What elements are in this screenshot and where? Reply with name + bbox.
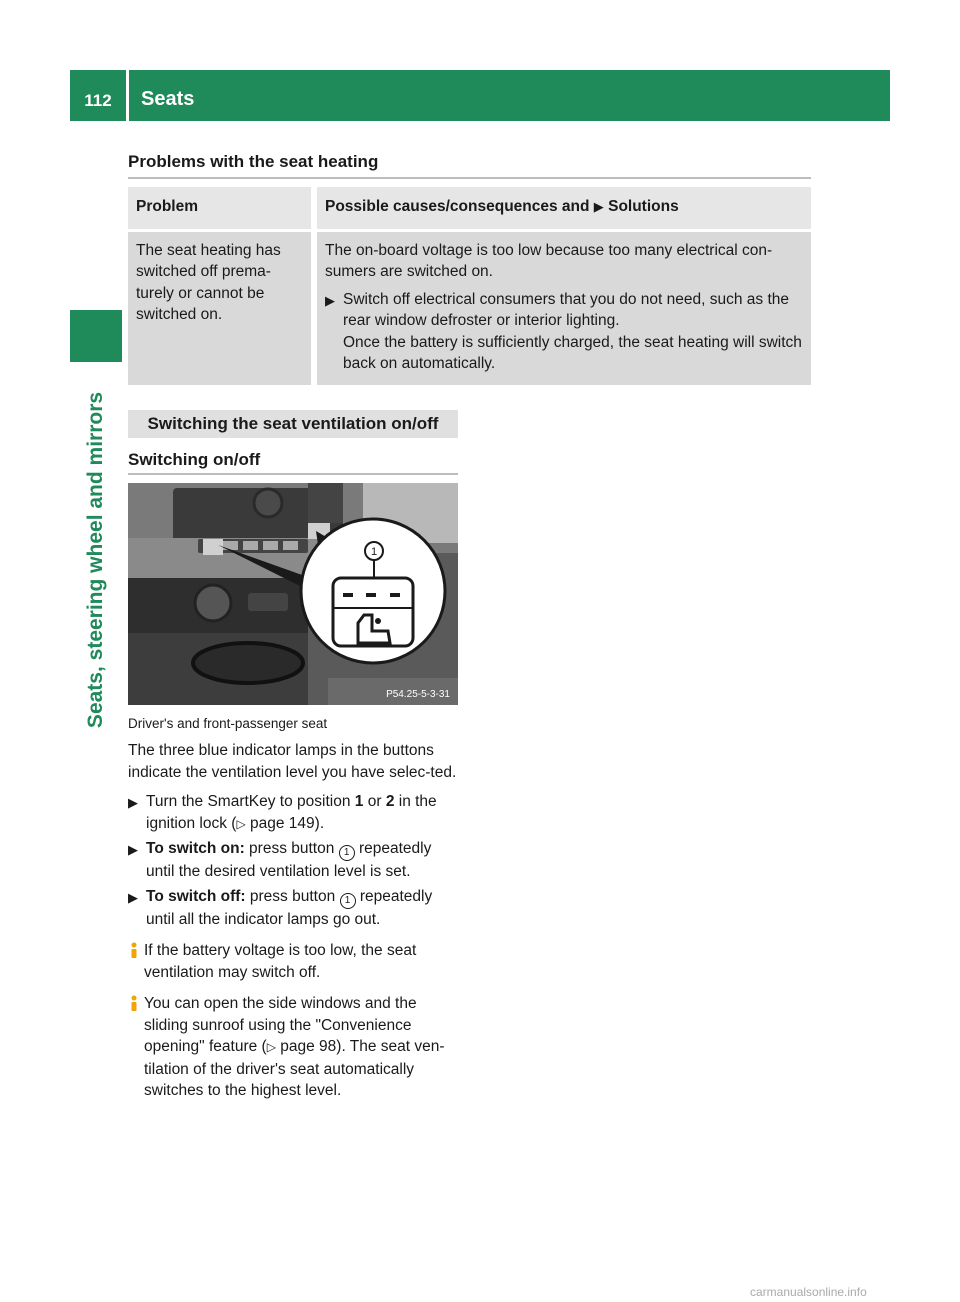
footer-url: carmanualsonline.info (750, 1285, 867, 1299)
play-arrow-icon: ▶ (128, 842, 138, 857)
info-icon (128, 942, 140, 958)
step3-text-b: repeatedly until all the indicator lamps go out. (146, 887, 433, 928)
info-note (128, 940, 463, 983)
instruction-step (128, 791, 463, 835)
problem-cell (128, 230, 314, 385)
photo-caption: Driver's and front-passenger seat (128, 716, 328, 731)
step1-page-ref[interactable]: page 149). (250, 814, 325, 832)
ventilation-heading: Switching the seat ventilation on/off (128, 410, 458, 438)
solution-step-note: Once the battery is sufficiently charged, the seat heating will switch back on automatically. (343, 333, 802, 372)
image-code: P54.25-5-3-31 (386, 689, 450, 700)
callout-1-icon: 1 (340, 893, 356, 909)
play-arrow-icon: ▶ (128, 889, 138, 905)
step2-text-b: repeatedly until the desired ventilation level is set. (146, 840, 432, 880)
solution-step (325, 289, 803, 375)
solution-cell (314, 230, 811, 385)
play-arrow-icon: ▶ (128, 795, 138, 810)
info-note (128, 993, 463, 1102)
problem-text: The seat heating has switched off prema-turely or cannot be switched on. (136, 241, 281, 323)
instruction-step (128, 886, 463, 931)
page-number: 112 (84, 90, 112, 110)
problems-table (128, 187, 811, 385)
chapter-label: Seats, steering wheel and mirrors (84, 391, 107, 729)
step3-text-a: press button (245, 887, 340, 905)
play-arrow-icon: ▶ (325, 292, 335, 308)
ventilation-body (128, 740, 463, 1102)
switching-divider (128, 473, 458, 475)
col-solutions (314, 187, 811, 230)
col-solutions-prefix: Possible causes/consequences and (325, 198, 594, 215)
col-problem: Problem (128, 187, 314, 230)
intro-text: The three blue indicator lamps in the buttons indicate the ventilation level you have selec-ted. (128, 742, 457, 781)
cause-text: The on-board voltage is too low because too many electrical con-sumers are switched on. (325, 241, 773, 280)
section-title: Seats (141, 88, 195, 110)
info1-text: If the battery voltage is too low, the seat ventilation may switch off. (144, 942, 417, 981)
table-row (128, 230, 811, 385)
page-ref-icon: ▷ (236, 816, 246, 831)
solution-step-text: Switch off electrical consumers that you do not need, such as the rear window defroster or interior lighting. (343, 290, 790, 329)
header-divider (126, 70, 129, 121)
chapter-tab (70, 310, 122, 362)
table-header-row (128, 187, 811, 230)
info2-text-b: page 98). The seat ven-tilation of the driver's seat automatically switches to the highest level. (144, 1038, 445, 1099)
play-arrow-icon: ▶ (593, 199, 604, 214)
step1-pos1: 1 (354, 793, 364, 810)
instruction-step (128, 838, 463, 883)
info-icon (128, 995, 140, 1011)
page-ref-icon: ▷ (266, 1040, 276, 1054)
info2-text-a: You can open the side windows and the sliding sunroof using the "Convenience opening" feature ( (144, 995, 417, 1055)
step2-label: To switch on: (146, 840, 245, 857)
step1-text-c: or (363, 793, 386, 810)
problems-divider (128, 177, 811, 179)
seat-ventilation-photo (128, 483, 458, 705)
callout-number: 1 (370, 546, 378, 558)
switching-title: Switching on/off (128, 450, 261, 469)
step3-label: To switch off: (146, 887, 246, 905)
step1-pos2: 2 (385, 793, 395, 810)
step1-text-e: in the ignition lock ( (146, 793, 437, 832)
step1-text-a: Turn the SmartKey to position (146, 793, 355, 810)
problems-title: Problems with the seat heating (128, 152, 379, 171)
callout-1-icon: 1 (339, 845, 355, 861)
col-solutions-suffix: Solutions (603, 198, 679, 215)
step2-text-a: press button (244, 840, 339, 857)
